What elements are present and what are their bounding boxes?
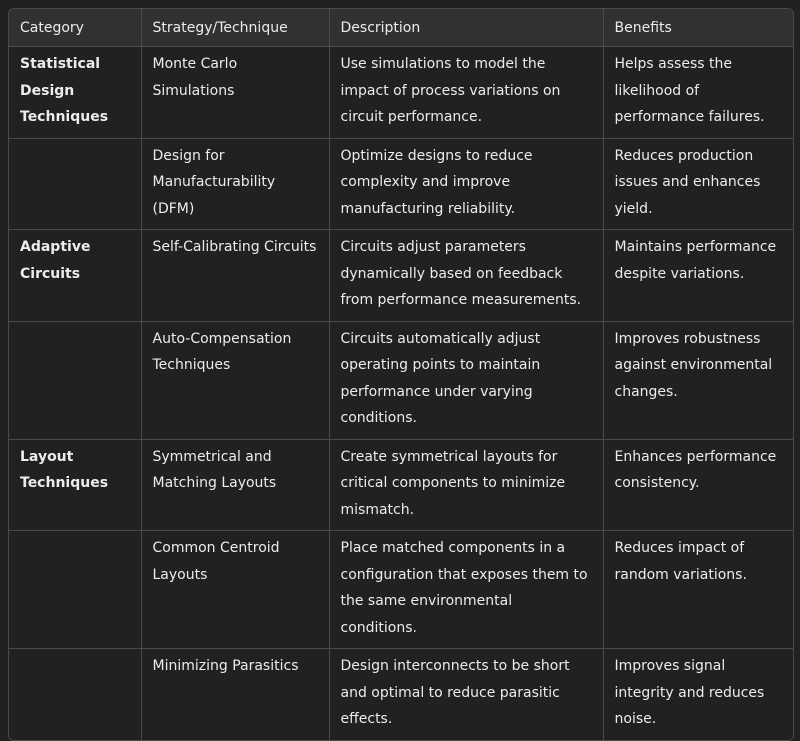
- table-row: [9, 321, 793, 439]
- cell-strategy: Symmetrical and Matching Layouts: [141, 439, 329, 531]
- table-header: [9, 9, 793, 47]
- cell-strategy: Common Centroid Layouts: [141, 531, 329, 649]
- table-row: [9, 531, 793, 649]
- table-row: [9, 230, 793, 322]
- cell-benefits: Enhances performance consistency.: [603, 439, 793, 531]
- cell-description: Use simulations to model the impact of process variations on circuit performance.: [329, 47, 603, 139]
- table-row: [9, 138, 793, 230]
- cell-strategy: Self-Calibrating Circuits: [141, 230, 329, 322]
- table-row: [9, 439, 793, 531]
- table-row: [9, 649, 793, 740]
- cell-category: [9, 649, 141, 740]
- cell-benefits: Reduces impact of random variations.: [603, 531, 793, 649]
- cell-description: Circuits adjust parameters dynamically based on feedback from performance measurements.: [329, 230, 603, 322]
- cell-category: Statistical Design Techniques: [9, 47, 141, 139]
- cell-description: Optimize designs to reduce complexity and improve manufacturing reliability.: [329, 138, 603, 230]
- cell-description: Circuits automatically adjust operating points to maintain performance under varying conditions.: [329, 321, 603, 439]
- cell-strategy: Minimizing Parasitics: [141, 649, 329, 740]
- header-category: Category: [9, 9, 141, 47]
- cell-description: Place matched components in a configuration that exposes them to the same environmental conditions.: [329, 531, 603, 649]
- header-row: [9, 9, 793, 47]
- cell-benefits: Improves robustness against environmental changes.: [603, 321, 793, 439]
- cell-category: Adaptive Circuits: [9, 230, 141, 322]
- cell-category: [9, 531, 141, 649]
- cell-benefits: Helps assess the likelihood of performance failures.: [603, 47, 793, 139]
- cell-category: Layout Techniques: [9, 439, 141, 531]
- strategies-table: [9, 9, 793, 740]
- header-description: Description: [329, 9, 603, 47]
- cell-category: [9, 138, 141, 230]
- header-benefits: Benefits: [603, 9, 793, 47]
- cell-strategy: Monte Carlo Simulations: [141, 47, 329, 139]
- cell-benefits: Maintains performance despite variations.: [603, 230, 793, 322]
- cell-strategy: Design for Manufacturability (DFM): [141, 138, 329, 230]
- header-strategy: Strategy/Technique: [141, 9, 329, 47]
- cell-benefits: Improves signal integrity and reduces noise.: [603, 649, 793, 740]
- cell-category: [9, 321, 141, 439]
- table-row: [9, 47, 793, 139]
- cell-benefits: Reduces production issues and enhances yield.: [603, 138, 793, 230]
- table-body: [9, 47, 793, 740]
- cell-description: Create symmetrical layouts for critical components to minimize mismatch.: [329, 439, 603, 531]
- cell-description: Design interconnects to be short and optimal to reduce parasitic effects.: [329, 649, 603, 740]
- cell-strategy: Auto-Compensation Techniques: [141, 321, 329, 439]
- strategies-table-container: [8, 8, 794, 741]
